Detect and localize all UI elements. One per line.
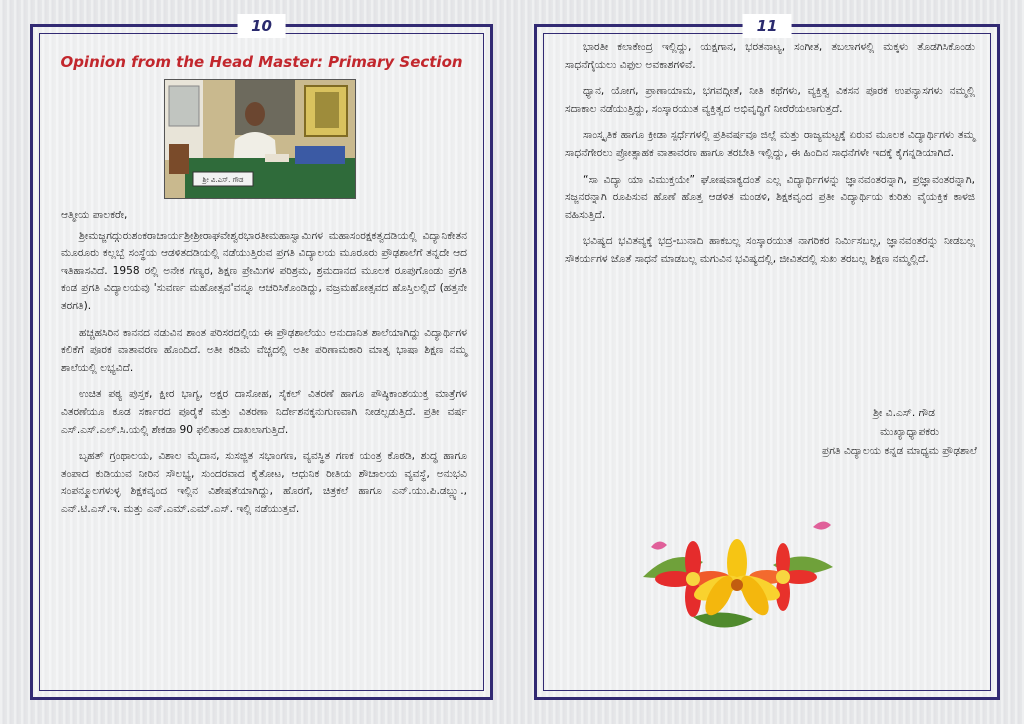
svg-text:ಶ್ರೀ ವಿ.ಎಸ್. ಗೌಡ: ಶ್ರೀ ವಿ.ಎಸ್. ಗೌಡ: [202, 176, 244, 184]
paragraph: ಹಚ್ಚಹಸಿರಿನ ಕಾನನದ ನಡುವಿನ ಶಾಂತ ಪರಿಸರದಲ್ಲಿಯ ಈ ಪ್ರೌಢಶಾಲೆಯು ಅನುದಾನಿತ ಶಾಲೆಯಾಗಿದ್ದು ವಿದ್ಯಾರ್ಥಿಗಳ ಕಲಿಕೆಗೆ ಪೂರಕ ವಾತಾವರಣ ಹೊಂದಿದೆ. ಅತೀ ಕಡಿಮೆ ವೆಚ್ಚದಲ್ಲಿ ಅತೀ ಪರಿಣಾಮಕಾರಿ ಮಾತೃ ಭಾಷಾ ಶಿಕ್ಷಣ ನಮ್ಮ ಶಾಲೆಯಲ್ಲಿ ಲಭ್ಯವಿದೆ.: [61, 326, 467, 374]
paragraph: ಭಾರತೀ ಕಲಾಕೇಂದ್ರ ಇಲ್ಲಿದ್ದು, ಯಕ್ಷಗಾನ, ಭರತನಾಟ್ಯ, ಸಂಗೀತ, ತಬಲಾಗಳಲ್ಲಿ ಮಕ್ಕಳು ತೊಡಗಿಸಿಕೊಂಡು ಸಾಧನೆಗೈಯಲು ವಿಫುಲ ಅವಕಾಶಗಳಿವೆ.: [565, 41, 975, 71]
school-name: ಪ್ರಗತಿ ವಿದ್ಯಾಲಯ ಕನ್ನಡ ಮಾಧ್ಯಮ ಪ್ರೌಢಶಾಲೆ: [822, 445, 977, 457]
page-title: Opinion from the Head Master: Primary Section: [60, 53, 463, 71]
greeting: ಆತ್ಮೀಯ ಪಾಲಕರೇ,: [61, 209, 128, 221]
paragraph: ಸಾಂಸ್ಕೃತಿಕ ಹಾಗೂ ಕ್ರೀಡಾ ಸ್ಪರ್ಧೆಗಳಲ್ಲಿ ಪ್ರತಿವರ್ಷವೂ ಜಿಲ್ಲೆ ಮತ್ತು ರಾಜ್ಯಮಟ್ಟಕ್ಕೆ ಏರುವ ಮೂಲಕ ವಿದ್ಯಾರ್ಥಿಗಳು ತಮ್ಮ ಸಾಧನೆಗೇರಲು ಪ್ರೋತ್ಸಾಹಕ ವಾತಾವರಣ ಹಾಗೂ ತರಬೇತಿ ಇಲ್ಲಿದ್ದು, ಈ ಹಿಂದಿನ ಸಾಧನೆಗಳೇ ಇದಕ್ಕೆ ಕೈಗನ್ನಡಿಯಾಗಿದೆ.: [565, 129, 975, 159]
paragraph: ಭವಿಷ್ಯದ ಭವಿತವ್ಯಕ್ಕೆ ಭದ್ರ-ಬುನಾದಿ ಹಾಕಬಲ್ಲ ಸಂಸ್ಕಾರಯುತ ನಾಗರಿಕರ ನಿರ್ಮಿಸಬಲ್ಲ, ಜ್ಞಾನವಂತರನ್ನು ನೀಡಬಲ್ಲ ಸೌಕರ್ಯಗಳ ಜೊತೆ ಸಾಧನೆ ಮಾಡಬಲ್ಲ ಮಗುವಿನ ಭವಿಷ್ಯದಲ್ಲಿ, ಜೀವಿತದಲ್ಲಿ ಸುಖ ತರಬಲ್ಲ ಶಿಕ್ಷಣ ನಮ್ಮಲ್ಲಿದೆ.: [565, 235, 975, 265]
headmaster-photo: [164, 79, 356, 199]
paragraph: ಧ್ಯಾನ, ಯೋಗ, ಪ್ರಾಣಾಯಾಮ, ಭಗವದ್ಗೀತೆ, ನೀತಿ ಕಥೆಗಳು, ವ್ಯಕ್ತಿತ್ವ ವಿಕಸನ ಪೂರಕ ಉಪನ್ಯಾಸಗಳು ನಮ್ಮಲ್ಲಿ ಸದಾಕಾಲ ನಡೆಯುತ್ತಿದ್ದು, ಸಂಸ್ಕಾರಯುತ ವ್ಯಕ್ತಿತ್ವದ ಅಭಿವೃದ್ಧಿಗೆ ನೀರೆರೆಯಲಾಗುತ್ತದೆ.: [565, 85, 975, 115]
message-body-continued: [565, 39, 975, 278]
signatory-designation: ಮುಖ್ಯಾಧ್ಯಾಪಕರು: [880, 426, 939, 438]
message-body: [61, 207, 467, 528]
office-scene-image: [165, 80, 355, 198]
flower-bouquet-decoration: [633, 507, 843, 647]
right-page: [534, 17, 1000, 700]
paragraph: “ಸಾ ವಿದ್ಯಾ ಯಾ ವಿಮುಕ್ತಯೇ” ಘೋಷವಾಕ್ಯದಂತೆ ಎಲ್ಲ ವಿದ್ಯಾರ್ಥಿಗಳನ್ನು ಜ್ಞಾನವಂತರನ್ನಾಗಿ, ಪ್ರಜ್ಞಾವಂತರನ್ನಾಗಿ, ಸಜ್ಜನರನ್ನಾಗಿ ರೂಪಿಸುವ ಹೊಣೆ ಹೊತ್ತ ಆಡಳಿತ ಮಂಡಳಿ, ಶಿಕ್ಷಕವೃಂದ ಪ್ರತೀ ವಿದ್ಯಾರ್ಥಿಯ ಕುರಿತು ವೈಯಕ್ತಿಕ ಕಾಳಜಿ ವಹಿಸುತ್ತಿದೆ.: [565, 173, 975, 221]
page-number: 11: [743, 14, 792, 38]
paragraph: ಬೃಹತ್ ಗ್ರಂಥಾಲಯ, ವಿಶಾಲ ಮೈದಾನ, ಸುಸಜ್ಜಿತ ಸಭಾಂಗಣ, ವ್ಯವಸ್ಥಿತ ಗಣಕ ಯಂತ್ರ ಕೊಠಡಿ, ಶುದ್ಧ ಹಾಗೂ ತಂಪಾದ ಕುಡಿಯುವ ನೀರಿನ ಸೌಲಭ್ಯ, ಸುಂದರವಾದ ಕೈತೋಟ, ಆಧುನಿಕ ರೀತಿಯ ಶೌಚಾಲಯ ವ್ಯವಸ್ಥೆ, ಅನುಭವಿ ಸಂಪನ್ಮೂಲಗಳುಳ್ಳ ಶಿಕ್ಷಕವೃಂದ ಇಲ್ಲಿನ ವಿಶೇಷತೆಯಾಗಿದ್ದು, ಹೊರಗೆ, ಚಿತ್ರಕಲೆ ಹಾಗೂ ಎನ್.ಯು.ಪಿ.ಡಬ್ಲ್ಯು., ಎನ್.ಟಿ.ಎಸ್.ಇ. ಮತ್ತು ಎನ್.ಎಮ್.ಎಮ್.ಎಸ್. ಇಲ್ಲಿ ನಡೆಯುತ್ತವೆ.: [61, 450, 467, 515]
left-page: [30, 17, 493, 700]
signatory-name: ಶ್ರೀ ವಿ.ಎಸ್. ಗೌಡ: [873, 407, 935, 419]
paragraph: ಉಚಿತ ಪಠ್ಯ ಪುಸ್ತಕ, ಕ್ಷೀರ ಭಾಗ್ಯ, ಅಕ್ಷರ ದಾಸೋಹ, ಸೈಕಲ್ ವಿತರಣೆ ಹಾಗೂ ಪೌಷ್ಠಿಕಾಂಶಯುಕ್ತ ಮಾತ್ರೆಗಳ ವಿತರಣೆಯೂ ಕೂಡ ಸರ್ಕಾರದ ಪೂರೈಕೆ ಮತ್ತು ವಿತರಣಾ ನಿರ್ದೇಶನಕ್ಕನುಗುಣವಾಗಿ ನೀಡಲ್ಪಡುತ್ತಿದೆ. ಪ್ರತೀ ವರ್ಷ ಎಸ್.ಎಸ್.ಎಲ್.ಸಿ.ಯಲ್ಲಿ ಶೇಕಡಾ 90 ಫಲಿತಾಂಶ ದಾಖಲಾಗುತ್ತಿದೆ.: [61, 388, 467, 436]
signature-block: [822, 404, 977, 461]
paragraph: ಶ್ರೀಮಜ್ಜಗದ್ಗುರುಶಂಕರಾಚಾರ್ಯಶ್ರೀಶ್ರೀರಾಘವೇಶ್ವರಭಾರತೀಮಹಾಸ್ವಾಮಿಗಳ ಮಹಾಸಂರಕ್ಷಕತ್ವದಡಿಯಲ್ಲಿ ವಿದ್ಯಾನಿಕೇತನ ಮೂರೂರು ಕಲ್ಲಬ್ಬೆ ಸಂಸ್ಥೆಯ ಆಡಳಿತದಡಿಯಲ್ಲಿ ನಡೆಯುತ್ತಿರುವ ಪ್ರಗತಿ ವಿದ್ಯಾಲಯ ಮೂರೂರು ಪ್ರೌಢಶಾಲೆಗೆ ತನ್ನದೇ ಆದ ಇತಿಹಾಸವಿದೆ. 1958 ರಲ್ಲಿ ಅನೇಕ ಗಣ್ಯರ, ಶಿಕ್ಷಣ ಪ್ರೇಮಿಗಳ ಪರಿಶ್ರಮ, ಶ್ರಮದಾನದ ಮೂಲಕ ರೂಪುಗೊಂಡು ಪ್ರಗತಿ ಕಂಡ ಪ್ರಗತಿ ವಿದ್ಯಾಲಯವು 'ಸುವರ್ಣ ಮಹೋತ್ಸವ'ವನ್ನೂ ಆಚರಿಸಿಕೊಂಡಿದ್ದು, ವಜ್ರಮಹೋತ್ಸವದ ಹೊಸ್ತಿಲಲ್ಲಿದೆ (ಹತ್ತನೇ ತರಗತಿ).: [61, 229, 467, 312]
page-number: 10: [237, 14, 286, 38]
